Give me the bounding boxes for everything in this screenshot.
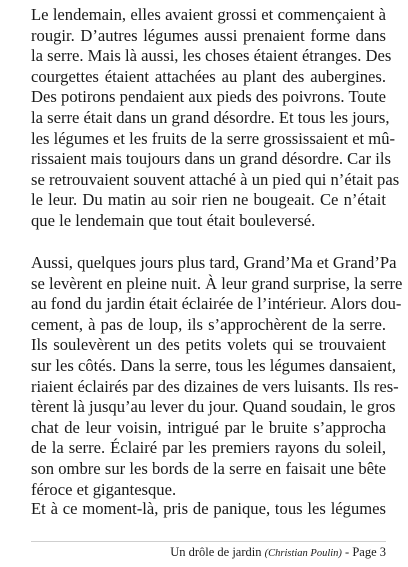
text-line: cement, à pas de loup, ils s’approchèrent de la serre. <box>31 314 386 334</box>
text-line: Le lendemain, elles avaient grossi et commençaient à <box>31 5 386 24</box>
paragraph-2 <box>31 253 403 500</box>
book-page <box>31 0 403 567</box>
text-line: les légumes et les fruits de la serre grossissaient et mû- <box>31 128 396 148</box>
text-line: chat de leur voisin, intrigué par le bruite s’approcha <box>31 417 386 437</box>
text-line: Ils soulevèrent un des petits volets qui se trouvaient <box>31 335 386 355</box>
text-line: se retrouvaient souvent attaché à un pied qui n’était pas <box>31 169 400 189</box>
text-line: Des potirons pendaient aux pieds des poivrons. Toute <box>31 87 386 107</box>
text-line: se levèrent en pleine nuit. À leur grand surprise, la serre <box>31 273 403 293</box>
text-line: de la serre. Éclairé par les premiers rayons du soleil, <box>31 438 386 458</box>
text-line: rougir. D’autres légumes aussi prenaient forme dans <box>31 25 386 45</box>
text-line: rissaient mais toujours dans un grand désordre. Car ils <box>31 149 391 169</box>
paragraph-1 <box>31 5 400 232</box>
footer-page-number: - Page 3 <box>345 545 386 559</box>
text-line: la serre. Mais là aussi, les choses étaient étranges. Des <box>31 46 392 66</box>
text-line: Et à ce moment-là, pris de panique, tous les légumes <box>31 499 386 518</box>
text-line: Aussi, quelques jours plus tard, Grand’Ma et Grand’Pa <box>31 253 397 272</box>
page-footer <box>170 544 386 562</box>
text-line: tèrent là jusqu’au lever du jour. Quand soudain, le gros <box>31 397 396 417</box>
text-line: le leur. Du matin au soir rien ne bougeait. Ce n’était <box>31 190 386 210</box>
footer-divider <box>31 541 386 542</box>
footer-book-title: Un drôle de jardin <box>170 545 262 559</box>
text-line: au fond du jardin était éclairée de l’intérieur. Alors dou- <box>31 294 402 314</box>
text-line: que le lendemain que tout était bouleversé. <box>31 210 316 230</box>
text-line: courgettes étaient attachées au plant des aubergines. <box>31 66 386 86</box>
text-line: la serre était dans un grand désordre. Et tous les jours, <box>31 107 390 127</box>
footer-author: (Christian Poulin) <box>264 548 342 559</box>
text-line: son ombre sur les bords de la serre en faisait une bête <box>31 458 386 478</box>
paragraph-3 <box>31 499 386 520</box>
text-line: féroce et gigantesque. <box>31 479 177 499</box>
text-line: sur les côtés. Dans la serre, tous les légumes dansaient, <box>31 355 396 375</box>
text-line: riaient éclairés par des dizaines de vers luisants. Ils res- <box>31 376 399 396</box>
